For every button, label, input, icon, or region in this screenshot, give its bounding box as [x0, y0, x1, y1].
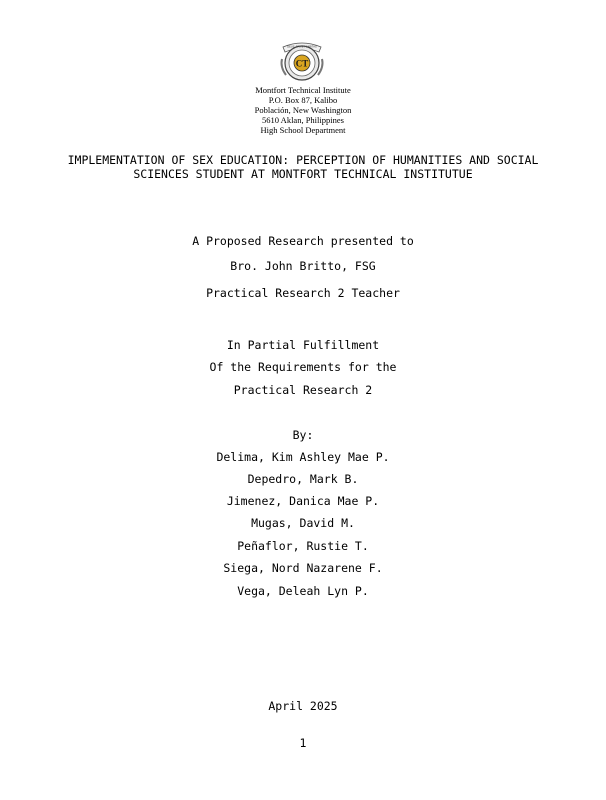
- presented-line: A Proposed Research presented to: [192, 234, 414, 248]
- teacher-name: Bro. John Britto, FSG: [230, 259, 376, 273]
- author-name: Delima, Kim Ashley Mae P.: [216, 450, 390, 464]
- author-name: Peñaflor, Rustie T.: [237, 539, 369, 553]
- title-line: IMPLEMENTATION OF SEX EDUCATION: PERCEPTION OF HUMANITIES AND SOCIAL: [67, 153, 539, 167]
- school-address: [0, 85, 606, 135]
- school-seal-icon: [277, 37, 327, 83]
- address-line: Población, New Washington: [254, 105, 352, 115]
- seal-motto: DEUS, PAX ET CARITAS: [287, 45, 317, 49]
- address-line: 5610 Aklan, Philippines: [262, 115, 344, 125]
- address-line: Montfort Technical Institute: [255, 85, 351, 95]
- research-title: [0, 153, 606, 181]
- fulfillment-line: Practical Research 2: [233, 383, 373, 397]
- page-number: 1: [299, 736, 307, 750]
- teacher-role: Practical Research 2 Teacher: [206, 286, 400, 300]
- address-line: High School Department: [260, 125, 346, 135]
- address-line: P.O. Box 87, Kalibo: [268, 95, 338, 105]
- title-line: SCIENCES STUDENT AT MONTFORT TECHNICAL INSTITUTUE: [133, 167, 473, 181]
- author-name: Vega, Deleah Lyn P.: [237, 584, 369, 598]
- fulfillment-line: Of the Requirements for the: [209, 360, 397, 374]
- author-name: Jimenez, Danica Mae P.: [226, 494, 380, 508]
- by-label: By:: [292, 428, 314, 442]
- submission-date: April 2025: [268, 699, 338, 713]
- author-name: Siega, Nord Nazarene F.: [223, 561, 383, 575]
- seal-initials: CT: [295, 58, 309, 69]
- author-name: Mugas, David M.: [251, 516, 355, 530]
- author-name: Depedro, Mark B.: [247, 472, 359, 486]
- fulfillment-line: In Partial Fulfillment: [226, 338, 380, 352]
